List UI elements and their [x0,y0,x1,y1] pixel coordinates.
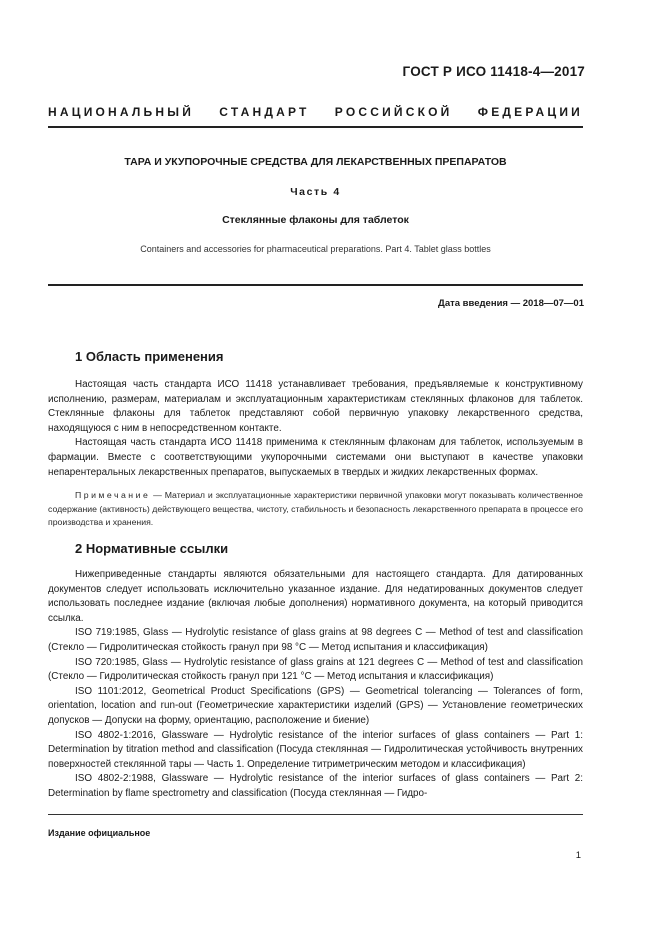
section-2-heading: 2 Нормативные ссылки [75,541,229,556]
section-2-paragraph: Нижеприведенные стандарты являются обязательными для настоящего стандарта. Для датированных документов следует использовать исключительно указанное издание. Для недатированных документов следует использовать последнее издание (включая любые дополнения) нормативного документа, на который приводится ссылка. [48,569,583,624]
section-1-body [48,378,583,480]
normative-reference: ISO 4802-2:1988, Glassware — Hydrolytic resistance of the interior surfaces of glass containers — Part 2: Determination by flame spectrometry and classification (Посуда стеклянная — Гидро- [48,773,583,799]
note-text: — Материал и эксплуатационные характеристики первичной упаковки могут показывать количественное содержание (активность) действующего вещества, чистоту, стабильность и безопасность лекарственного препарата в процессе его производства и хранения. [48,490,583,528]
document-title: ТАРА И УКУПОРОЧНЫЕ СРЕДСТВА ДЛЯ ЛЕКАРСТВЕННЫХ ПРЕПАРАТОВ [124,156,507,168]
page-number: 1 [575,850,581,861]
standard-id: ГОСТ Р ИСО 11418-4—2017 [402,64,585,79]
note-label: Примечание [75,490,151,500]
section-1-heading: 1 Область применения [75,349,224,364]
normative-reference: ISO 1101:2012, Geometrical Product Specifications (GPS) — Geometrical tolerancing — Tolerances of form, orientation, location and run-out (Геометрические характеристики изделий (GPS) — Установление геометрических допусков — Допуски на форму, ориентацию, расположение и биение) [48,685,583,726]
section-1-paragraph: Настоящая часть стандарта ИСО 11418 устанавливает требования, предъявляемые к конструктивному исполнению, размерам, материалам и эксплуатационным характеристикам стеклянных флаконов для таблеток. Стеклянные флаконы для таблеток представляют собой первичную упаковку лекарственного средства, находящуюся с ним в непосредственном контакте. [48,379,583,434]
normative-reference: ISO 4802-1:2016, Glassware — Hydrolytic resistance of the interior surfaces of glass containers — Part 1: Determination by titration method and classification (Посуда стеклянная — Гидролитическая устойчивость внутренних поверхностей стеклянной тары — Часть 1. Определение титриметрическим методом и классификация) [48,729,583,770]
normative-reference: ISO 719:1985, Glass — Hydrolytic resistance of glass grains at 98 degrees C — Method of test and classification (Стекло — Гидролитическая стойкость гранул при 98 °С — Метод испытания и классификация) [48,627,583,653]
national-standard-banner: НАЦИОНАЛЬНЫЙ СТАНДАРТ РОССИЙСКОЙ ФЕДЕРАЦИИ [48,105,583,119]
normative-reference: ISO 720:1985, Glass — Hydrolytic resistance of glass grains at 121 degrees C — Method of test and classification (Стекло — Гидролитическая стойкость гранул при 121 °С — Метод испытания и классификация) [48,656,583,683]
english-title: Containers and accessories for pharmaceutical preparations. Part 4. Tablet glass bottles [140,244,491,254]
edition-label: Издание официальное [48,828,151,838]
section-2-body [48,568,583,802]
document-subtitle: Стеклянные флаконы для таблеток [222,214,409,226]
section-1-note [48,489,583,530]
effective-date: Дата введения — 2018—07—01 [438,298,584,309]
footer-rule [48,814,583,815]
title-rule [48,284,583,286]
header-rule [48,126,583,128]
part-label: Часть 4 [290,186,341,198]
section-1-paragraph: Настоящая часть стандарта ИСО 11418 применима к стеклянным флаконам для таблеток, используемым в фармации. Вместе с соответствующими укупорочными системами они выступают в качестве упаковки непарентеральных лекарственных препаратов, выпускаемых в твердых и жидких лекарственных формах. [48,437,583,478]
